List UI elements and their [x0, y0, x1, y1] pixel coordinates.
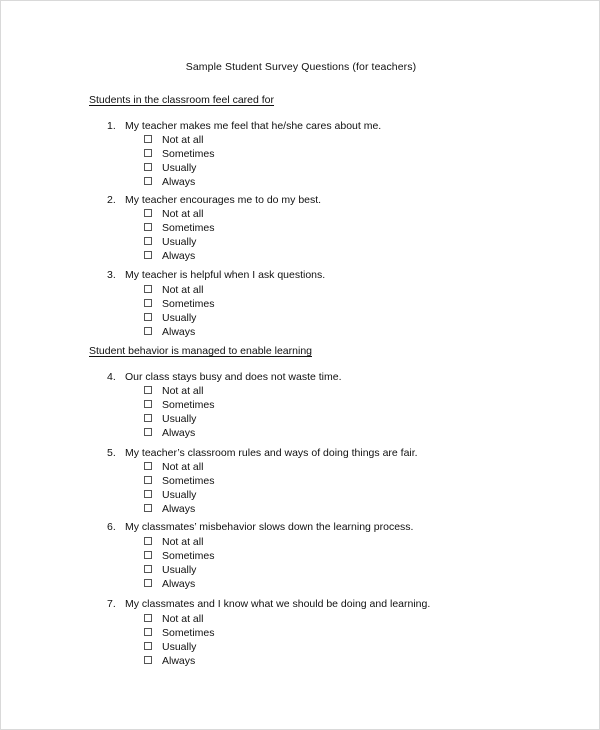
answer-option[interactable]: Sometimes — [144, 147, 215, 161]
question-2 — [107, 194, 321, 206]
checkbox-icon[interactable] — [144, 476, 152, 484]
checkbox-icon[interactable] — [144, 462, 152, 470]
answer-option[interactable]: Usually — [144, 235, 196, 249]
question-text: My teacher’s classroom rules and ways of doing things are fair. — [125, 447, 418, 459]
checkbox-icon[interactable] — [144, 579, 152, 587]
answer-option[interactable]: Usually — [144, 563, 196, 577]
checkbox-icon[interactable] — [144, 400, 152, 408]
answer-option[interactable]: Not at all — [144, 460, 203, 474]
question-text: My classmates’ misbehavior slows down the learning process. — [125, 521, 414, 533]
answer-option[interactable]: Usually — [144, 412, 196, 426]
checkbox-icon[interactable] — [144, 428, 152, 436]
answer-option[interactable]: Not at all — [144, 283, 203, 297]
question-number: 4. — [107, 371, 116, 383]
answer-option[interactable]: Usually — [144, 311, 196, 325]
answer-option[interactable]: Always — [144, 426, 195, 440]
question-number: 1. — [107, 120, 116, 132]
answer-option[interactable]: Usually — [144, 488, 196, 502]
question-number: 2. — [107, 194, 116, 206]
question-6 — [107, 521, 413, 533]
checkbox-icon[interactable] — [144, 614, 152, 622]
question-number: 5. — [107, 447, 116, 459]
section-heading: Student behavior is managed to enable learning — [89, 345, 312, 357]
checkbox-icon[interactable] — [144, 237, 152, 245]
answer-option[interactable]: Sometimes — [144, 626, 215, 640]
question-5 — [107, 447, 418, 459]
section-heading: Students in the classroom feel cared for — [89, 94, 275, 106]
checkbox-icon[interactable] — [144, 504, 152, 512]
question-text: My classmates and I know what we should be doing and learning. — [125, 598, 431, 610]
question-text: My teacher is helpful when I ask questions. — [125, 269, 326, 281]
checkbox-icon[interactable] — [144, 299, 152, 307]
checkbox-icon[interactable] — [144, 223, 152, 231]
checkbox-icon[interactable] — [144, 656, 152, 664]
answer-option[interactable]: Always — [144, 325, 195, 339]
answer-option[interactable]: Always — [144, 249, 195, 263]
checkbox-icon[interactable] — [144, 149, 152, 157]
checkbox-icon[interactable] — [144, 551, 152, 559]
checkbox-icon[interactable] — [144, 386, 152, 394]
answer-option[interactable]: Sometimes — [144, 474, 215, 488]
checkbox-icon[interactable] — [144, 327, 152, 335]
answer-option[interactable]: Sometimes — [144, 549, 215, 563]
question-1 — [107, 120, 381, 132]
checkbox-icon[interactable] — [144, 163, 152, 171]
answer-option[interactable]: Always — [144, 175, 195, 189]
checkbox-icon[interactable] — [144, 414, 152, 422]
question-text: My teacher encourages me to do my best. — [125, 194, 322, 206]
checkbox-icon[interactable] — [144, 135, 152, 143]
answer-option[interactable]: Usually — [144, 161, 196, 175]
checkbox-icon[interactable] — [144, 313, 152, 321]
question-number: 6. — [107, 521, 116, 533]
answer-option[interactable]: Not at all — [144, 207, 203, 221]
answer-option[interactable]: Not at all — [144, 535, 203, 549]
answer-option[interactable]: Always — [144, 654, 195, 668]
question-number: 7. — [107, 598, 116, 610]
answer-option[interactable]: Always — [144, 577, 195, 591]
answer-option[interactable]: Usually — [144, 640, 196, 654]
checkbox-icon[interactable] — [144, 642, 152, 650]
question-number: 3. — [107, 269, 116, 281]
checkbox-icon[interactable] — [144, 285, 152, 293]
answer-option[interactable]: Not at all — [144, 133, 203, 147]
question-4 — [107, 371, 342, 383]
checkbox-icon[interactable] — [144, 490, 152, 498]
checkbox-icon[interactable] — [144, 537, 152, 545]
answer-option[interactable]: Sometimes — [144, 297, 215, 311]
question-7 — [107, 598, 430, 610]
document-title: Sample Student Survey Questions (for teachers) — [185, 61, 417, 73]
question-text: Our class stays busy and does not waste time. — [125, 371, 342, 383]
checkbox-icon[interactable] — [144, 209, 152, 217]
checkbox-icon[interactable] — [144, 565, 152, 573]
checkbox-icon[interactable] — [144, 177, 152, 185]
answer-option[interactable]: Sometimes — [144, 398, 215, 412]
answer-option[interactable]: Not at all — [144, 612, 203, 626]
answer-option[interactable]: Sometimes — [144, 221, 215, 235]
question-3 — [107, 269, 325, 281]
question-text: My teacher makes me feel that he/she cares about me. — [125, 120, 382, 132]
answer-option[interactable]: Always — [144, 502, 195, 516]
checkbox-icon[interactable] — [144, 251, 152, 259]
answer-option[interactable]: Not at all — [144, 384, 203, 398]
checkbox-icon[interactable] — [144, 628, 152, 636]
